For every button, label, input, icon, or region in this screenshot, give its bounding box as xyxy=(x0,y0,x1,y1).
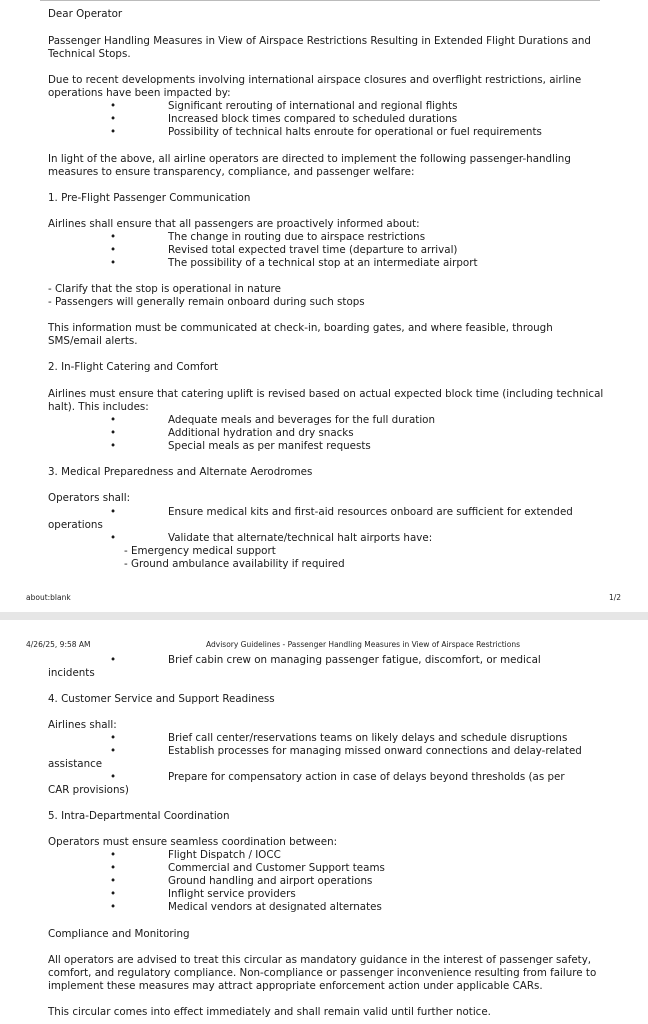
list-item-text: Ensure medical kits and first-aid resources onboard are sufficient for extended xyxy=(168,506,573,518)
section-3-heading: 3. Medical Preparedness and Alternate Aerodromes xyxy=(48,466,313,478)
sub-item: - Emergency medical support xyxy=(124,545,276,557)
list-item xyxy=(48,100,608,113)
list-item-wrap: operations xyxy=(48,519,103,531)
list-item-text: Flight Dispatch / IOCC xyxy=(168,849,281,861)
list-item xyxy=(48,427,608,440)
bullet-icon: • xyxy=(110,875,117,887)
list-item xyxy=(48,875,608,888)
section-2-heading: 2. In-Flight Catering and Comfort xyxy=(48,361,219,373)
section-2-intro: Airlines must ensure that catering uplift is revised based on actual expected block time (including technical halt). This includes: xyxy=(48,388,604,413)
list-item xyxy=(48,888,608,901)
list-item-text: Ground handling and airport operations xyxy=(168,875,373,887)
bullet-icon: • xyxy=(110,113,117,125)
bullet-icon: • xyxy=(110,901,117,913)
bullet-icon: • xyxy=(110,231,117,243)
bullet-icon: • xyxy=(110,732,117,744)
bullet-icon: • xyxy=(110,771,117,783)
compliance-paragraph: All operators are advised to treat this circular as mandatory guidance in the interest of passenger safety, comfort, and regulatory compliance. Non-compliance or passenger inconvenience resulting from failure to implement these measures may attract appropriate enforcement action under applicable CARs. xyxy=(48,954,597,992)
list-item-wrap: assistance xyxy=(48,758,103,770)
list-item xyxy=(48,732,608,745)
list-item-text: Increased block times compared to scheduled durations xyxy=(168,113,458,125)
bullet-icon: • xyxy=(110,126,117,138)
bullet-icon: • xyxy=(110,244,117,256)
list-item-text: Establish processes for managing missed onward connections and delay-related xyxy=(168,745,582,757)
greeting: Dear Operator xyxy=(48,8,123,20)
list-item xyxy=(48,532,608,545)
list-item xyxy=(48,257,608,270)
communication-paragraph: This information must be communicated at check-in, boarding gates, and where feasible, through SMS/email alerts. xyxy=(48,322,553,347)
list-item xyxy=(48,771,608,784)
bullet-icon: • xyxy=(110,888,117,900)
list-item xyxy=(48,231,608,244)
list-item-text: Prepare for compensatory action in case of delays beyond thresholds (as per xyxy=(168,771,565,783)
section-3-intro: Operators shall: xyxy=(48,492,131,504)
list-item-text: Inflight service providers xyxy=(168,888,296,900)
list-item-text: Validate that alternate/technical halt airports have: xyxy=(168,532,433,544)
bullet-icon: • xyxy=(110,440,117,452)
list-item xyxy=(48,113,608,126)
list-item-text: Commercial and Customer Support teams xyxy=(168,862,385,874)
list-item-text: The change in routing due to airspace restrictions xyxy=(168,231,426,243)
bullet-icon: • xyxy=(110,849,117,861)
bullet-icon: • xyxy=(110,257,117,269)
list-item xyxy=(48,862,608,875)
list-item-wrap: incidents xyxy=(48,667,95,679)
footer-url: about:blank xyxy=(26,593,71,602)
bullet-icon: • xyxy=(110,100,117,112)
directive-paragraph: In light of the above, all airline operators are directed to implement the following passenger-handling measures to ensure transparency, compliance, and passenger welfare: xyxy=(48,153,571,178)
list-item-text: Brief cabin crew on managing passenger fatigue, discomfort, or medical xyxy=(168,654,541,666)
list-item xyxy=(48,654,608,667)
subject-line: Passenger Handling Measures in View of Airspace Restrictions Resulting in Extended Flight Durations and Technical Stops. xyxy=(48,35,591,60)
list-item xyxy=(48,414,608,427)
section-4-heading: 4. Customer Service and Support Readiness xyxy=(48,693,275,705)
list-item-text: Medical vendors at designated alternates xyxy=(168,901,382,913)
dash-note: - Passengers will generally remain onboard during such stops xyxy=(48,296,365,308)
section-1-intro: Airlines shall ensure that all passengers are proactively informed about: xyxy=(48,218,420,230)
page-number: 1/2 xyxy=(609,593,622,602)
dash-note: - Clarify that the stop is operational in nature xyxy=(48,283,281,295)
page-separator xyxy=(0,612,648,620)
bullet-icon: • xyxy=(110,506,117,518)
list-item-text: Adequate meals and beverages for the full duration xyxy=(168,414,435,426)
list-item-text: Special meals as per manifest requests xyxy=(168,440,371,452)
list-item xyxy=(48,440,608,453)
list-item-text: Brief call center/reservations teams on likely delays and schedule disruptions xyxy=(168,732,568,744)
bullet-icon: • xyxy=(110,414,117,426)
print-header-title: Advisory Guidelines - Passenger Handling Measures in View of Airspace Restrictions xyxy=(206,640,521,649)
list-item-text: Significant rerouting of international and regional flights xyxy=(168,100,458,112)
document-page-2 xyxy=(0,620,648,1024)
list-item-text: Possibility of technical halts enroute for operational or fuel requirements xyxy=(168,126,542,138)
list-item xyxy=(48,506,608,519)
bullet-icon: • xyxy=(110,745,117,757)
list-item-text: Additional hydration and dry snacks xyxy=(168,427,354,439)
compliance-heading: Compliance and Monitoring xyxy=(48,928,190,940)
list-item-text: The possibility of a technical stop at an intermediate airport xyxy=(168,257,478,269)
list-item-text: Revised total expected travel time (departure to arrival) xyxy=(168,244,458,256)
bullet-icon: • xyxy=(110,654,117,666)
list-item xyxy=(48,849,608,862)
effect-paragraph: This circular comes into effect immediately and shall remain valid until further notice. xyxy=(48,1006,491,1018)
section-1-heading: 1. Pre-Flight Passenger Communication xyxy=(48,192,251,204)
list-item xyxy=(48,244,608,257)
section-5-intro: Operators must ensure seamless coordination between: xyxy=(48,836,338,848)
bullet-icon: • xyxy=(110,427,117,439)
list-item xyxy=(48,901,608,914)
section-5-heading: 5. Intra-Departmental Coordination xyxy=(48,810,230,822)
list-item xyxy=(48,126,608,139)
list-item-wrap: CAR provisions) xyxy=(48,784,129,796)
bullet-icon: • xyxy=(110,532,117,544)
sub-item: - Ground ambulance availability if required xyxy=(124,558,345,570)
section-4-intro: Airlines shall: xyxy=(48,719,117,731)
bullet-icon: • xyxy=(110,862,117,874)
top-rule xyxy=(40,0,600,1)
print-timestamp: 4/26/25, 9:58 AM xyxy=(26,640,91,649)
list-item xyxy=(48,745,608,758)
intro-paragraph: Due to recent developments involving international airspace closures and overflight restrictions, airline operations have been impacted by: xyxy=(48,74,582,99)
